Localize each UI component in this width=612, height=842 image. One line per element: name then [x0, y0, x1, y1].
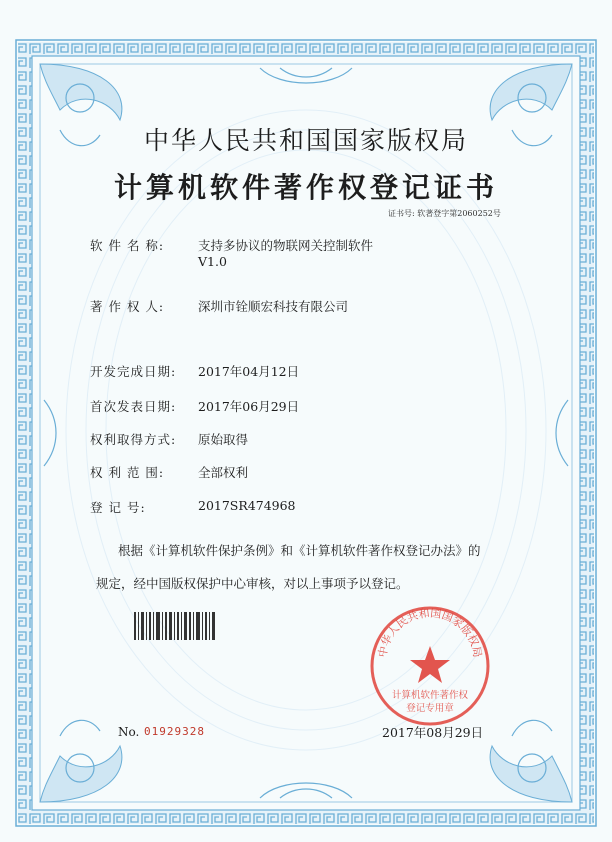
software-name-label: 软 件 名 称:	[90, 238, 165, 253]
statement-line-2: 规定，经中国版权保护中心审核，对以上事项予以登记。	[96, 576, 409, 591]
serial-number-label: No.	[118, 725, 140, 739]
acquisition-method-label: 权利取得方式:	[90, 432, 177, 447]
seal-line-2: 登记专用章	[406, 703, 454, 714]
rights-scope-value: 全部权利	[198, 465, 249, 480]
certificate-number	[388, 208, 501, 219]
certificate-number-value: 软著登字第2060252号	[417, 209, 501, 218]
completion-date-value: 2017年04月12日	[198, 364, 300, 379]
registration-number-label: 登 记 号:	[90, 500, 146, 515]
acquisition-method-value: 原始取得	[198, 432, 249, 447]
seal-line-1: 计算机软件著作权	[391, 690, 469, 701]
issuing-authority: 中华人民共和国国家版权局	[143, 126, 468, 155]
issue-date: 2017年08月29日	[382, 725, 484, 740]
certificate-number-label: 证书号:	[388, 209, 415, 218]
seal-ring-text: 中华人民共和国国家版权局	[375, 606, 485, 659]
serial-number-value: 01929328	[144, 725, 205, 738]
copyright-owner-label: 著 作 权 人:	[90, 299, 165, 314]
completion-date-label: 开发完成日期:	[90, 364, 177, 379]
statement-line-1: 根据《计算机软件保护条例》和《计算机软件著作权登记办法》的	[118, 543, 481, 558]
certificate-title: 计算机软件著作权登记证书	[113, 171, 498, 204]
software-name-value: 支持多协议的物联网关控制软件	[198, 238, 374, 253]
official-seal	[368, 604, 492, 728]
registration-number-value: 2017SR474968	[198, 498, 296, 513]
star-icon	[410, 646, 450, 683]
software-version-value: V1.0	[198, 254, 227, 269]
copyright-owner-value: 深圳市铨顺宏科技有限公司	[198, 299, 349, 314]
publication-date-value: 2017年06月29日	[198, 399, 300, 414]
publication-date-label: 首次发表日期:	[90, 399, 177, 414]
rights-scope-label: 权 利 范 围:	[90, 465, 165, 480]
barcode	[134, 612, 216, 640]
